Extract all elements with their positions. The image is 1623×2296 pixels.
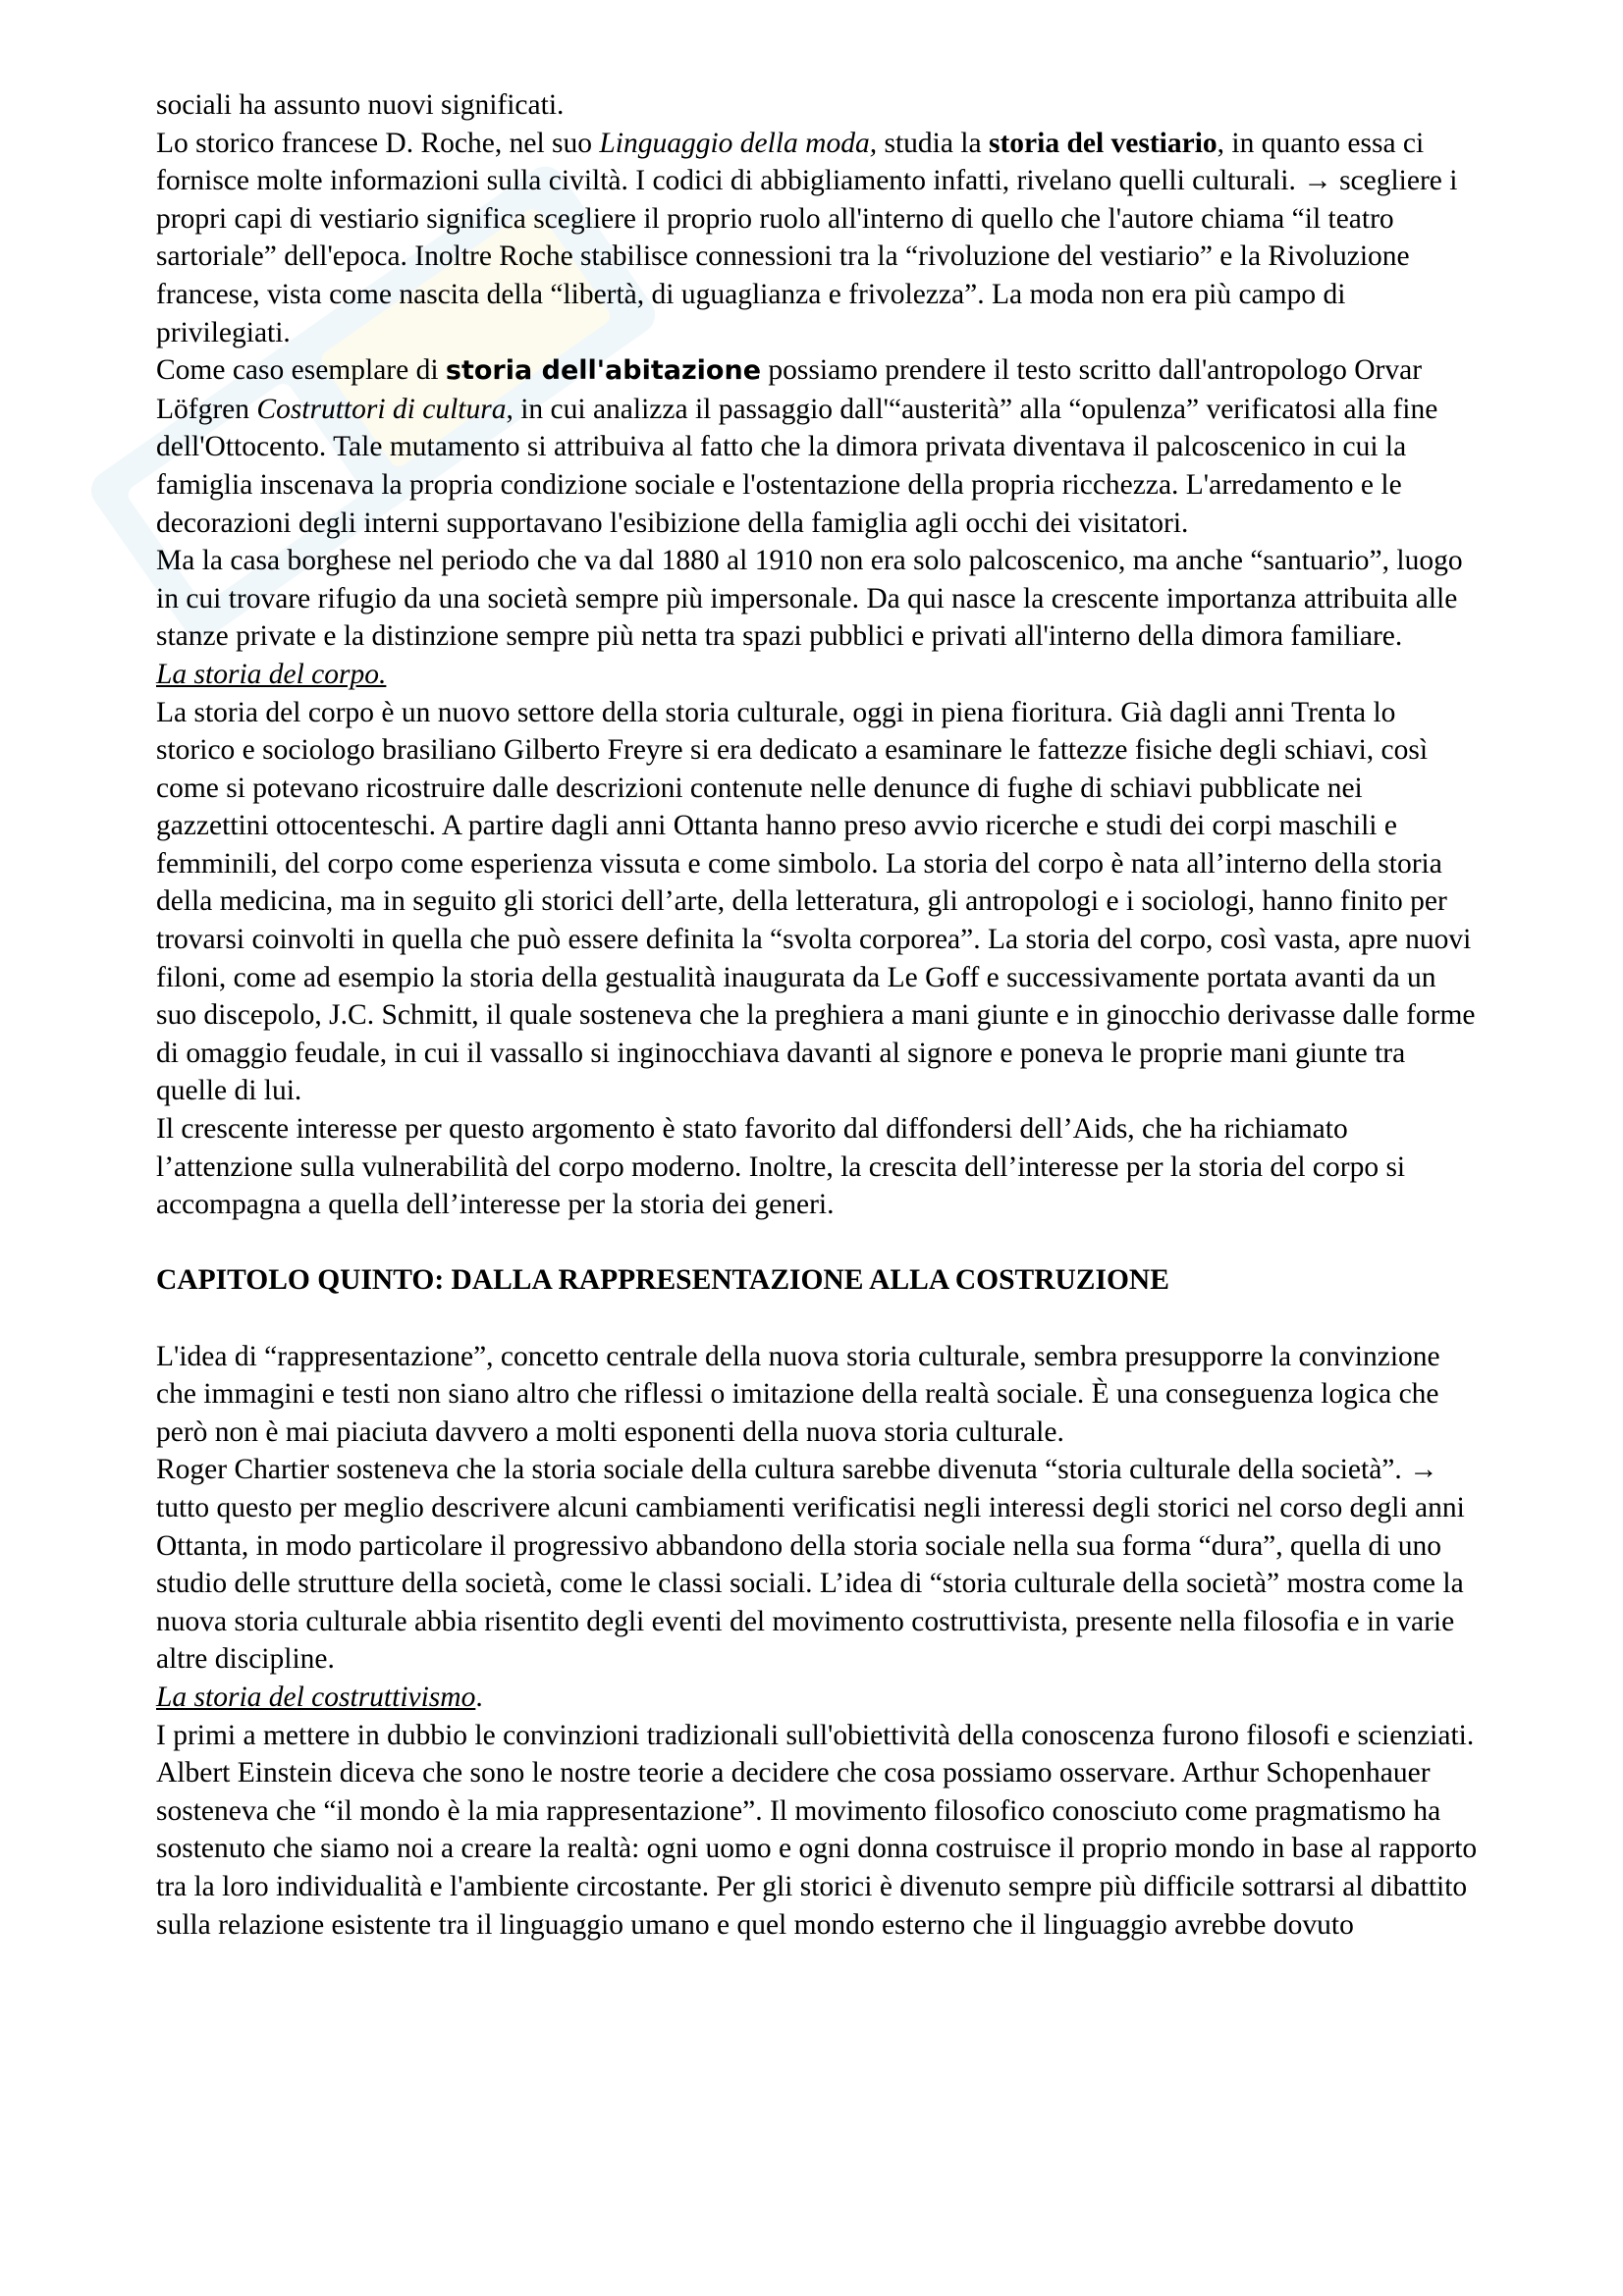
section-heading: La storia del costruttivismo. bbox=[156, 1681, 483, 1713]
paragraph: La storia del corpo è un nuovo settore della storia culturale, oggi in piena fioritura. Già dagli anni Trenta lo storico e sociologo brasiliano Gilberto Freyre si era dedicato a esaminare le fattezze fisiche degli schiavi, così come si potevano ricostruire dalle descrizioni contenute nelle denunce di fughe di schiavi pubblicate nei gazzettini ottocenteschi. A partire dagli anni Ottanta hanno preso avvio ricerche e studi dei corpi maschili e femminili, del corpo come esperienza vissuta e come simbolo. La storia del corpo è nata all’interno della storia della medicina, ma in seguito gli storici dell’arte, della letteratura, gli antropologi e i sociologi, hanno finito per trovarsi coinvolti in quella che può essere definita la “svolta corporea”. La storia del corpo, così vasta, apre nuovi filoni, come ad esempio la storia della gestualità inaugurata da Le Goff e successivamente portata avanti da un suo discepolo, J.C. Schmitt, il quale sosteneva che la preghiera a mani giunte e in ginocchio derivasse dalle forme di omaggio feudale, in cui il vassallo si inginocchiava davanti al signore e poneva le proprie mani giunte tra quelle di lui. bbox=[156, 696, 1476, 1107]
paragraph: Roger Chartier sosteneva che la storia sociale della cultura sarebbe divenuta “storia culturale della società”. → tutto questo per meglio descrivere alcuni cambiamenti verificatisi negli interessi degli storici nel corso degli anni Ottanta, in modo particolare il progressivo abbandono della storia sociale nella sua forma “dura”, quella di uno studio delle strutture della società, come le classi sociali. L’idea di “storia culturale della società” mostra come la nuova storia culturale abbia risentito degli eventi del movimento costruttivista, presente nella filosofia e in varie altre discipline. bbox=[156, 1454, 1465, 1676]
paragraph: sociali ha assunto nuovi significati. bbox=[156, 89, 565, 121]
paragraph: Come caso esemplare di storia dell'abitazione possiamo prendere il testo scritto dall'antropologo Orvar Löfgren Costruttori di cultura, in cui analizza il passaggio dall'“austerità” alla “opulenza” verificatosi alla fine dell'Ottocento. Tale mutamento si attribuiva al fatto che la dimora privata diventava il palcoscenico in cui la famiglia inscenava la propria condizione sociale e l'ostentazione della propria ricchezza. L'arredamento e le decorazioni degli interni supportavano l'esibizione della famiglia agli occhi dei visitatori. bbox=[156, 354, 1438, 539]
paragraph: Ma la casa borghese nel periodo che va dal 1880 al 1910 non era solo palcoscenico, ma anche “santuario”, luogo in cui trovare rifugio da una società sempre più impersonale. Da qui nasce la crescente importanza attribuita alle stanze private e la distinzione sempre più netta tra spazi pubblici e privati all'interno della dimora familiare. bbox=[156, 545, 1463, 653]
document-page bbox=[156, 86, 1482, 1944]
paragraph: Il crescente interesse per questo argomento è stato favorito dal diffondersi dell’Aids, che ha richiamato l’attenzione sulla vulnerabilità del corpo moderno. Inoltre, la crescita dell’interesse per la storia del corpo si accompagna a quella dell’interesse per la storia dei generi. bbox=[156, 1113, 1406, 1221]
chapter-title: CAPITOLO QUINTO: DALLA RAPPRESENTAZIONE ALLA COSTRUZIONE bbox=[156, 1264, 1169, 1297]
section-heading: La storia del corpo. bbox=[156, 658, 387, 690]
paragraph: L'idea di “rappresentazione”, concetto centrale della nuova storia culturale, sembra presupporre la convinzione che immagini e testi non siano altro che riflessi o imitazione della realtà sociale. È una conseguenza logica che però non è mai piaciuta davvero a molti esponenti della nuova storia culturale. bbox=[156, 1340, 1440, 1448]
paragraph: Lo storico francese D. Roche, nel suo Linguaggio della moda, studia la storia del vestiario, in quanto essa ci fornisce molte informazioni sulla civiltà. I codici di abbigliamento infatti, rivelano quelli culturali. → scegliere i propri capi di vestiario significa scegliere il proprio ruolo all'interno di quello che l'autore chiama “il teatro sartoriale” dell'epoca. Inoltre Roche stabilisce connessioni tra la “rivoluzione del vestiario” e la Rivoluzione francese, vista come nascita della “libertà, di uguaglianza e frivolezza”. La moda non era più campo di privilegiati. bbox=[156, 127, 1458, 348]
paragraph: I primi a mettere in dubbio le convinzioni tradizionali sull'obiettività della conoscenza furono filosofi e scienziati. Albert Einstein diceva che sono le nostre teorie a decidere che cosa possiamo osservare. Arthur Schopenhauer sosteneva che “il mondo è la mia rappresentazione”. Il movimento filosofico conosciuto come pragmatismo ha sostenuto che siamo noi a creare la realtà: ogni uomo e ogni donna costruisce il proprio mondo in base al rapporto tra la loro individualità e l'ambiente circostante. Per gli storici è divenuto sempre più difficile sottrarsi al dibattito sulla relazione esistente tra il linguaggio umano e quel mondo esterno che il linguaggio avrebbe dovuto bbox=[156, 1719, 1478, 1941]
